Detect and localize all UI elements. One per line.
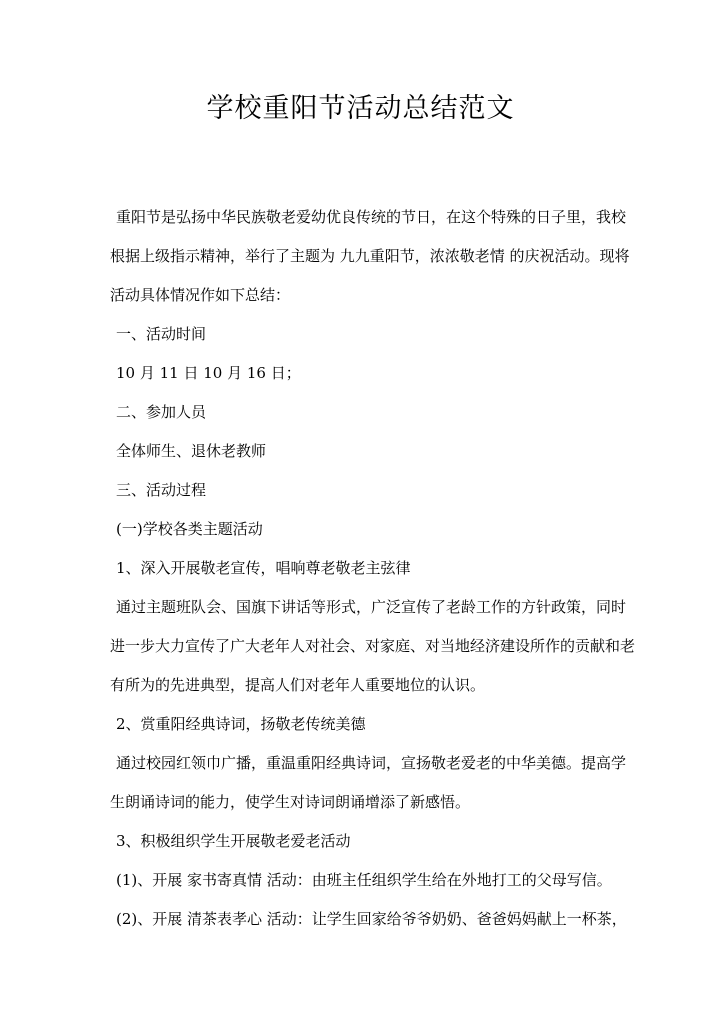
item-heading-3: 3、积极组织学生开展敬老爱老活动 [116,832,351,850]
section-heading-time: 一、活动时间 [116,325,207,343]
document-title: 学校重阳节活动总结范文 [206,93,515,124]
item-heading-1: 1、深入开展敬老宣传，唱响尊老敬老主弦律 [116,559,411,577]
participants-text: 全体师生、退休老教师 [116,442,267,460]
paragraph-intro-line-2: 根据上级指示精神，举行了主题为 九九重阳节，浓浓敬老情 的庆祝活动。现将 [110,247,630,265]
item-1-paragraph-line-1: 通过主题班队会、国旗下讲话等形式，广泛宣传了老龄工作的方针政策，同时 [116,598,627,616]
sub-item-1: (1)、开展 家书寄真情 活动：由班主任组织学生给在外地打工的父母写信。 [116,871,612,889]
section-heading-process: 三、活动过程 [116,481,207,499]
item-1-paragraph-line-2: 进一步大力宣传了广大老年人对社会、对家庭、对当地经济建设所作的贡献和老 [110,637,636,655]
paragraph-intro-line-1: 重阳节是弘扬中华民族敬老爱幼优良传统的节日，在这个特殊的日子里，我校 [116,208,627,226]
item-2-paragraph-line-1: 通过校园红领巾广播，重温重阳经典诗词，宣扬敬老爱老的中华美德。提高学 [116,754,627,772]
item-1-paragraph-line-3: 有所为的先进典型，提高人们对老年人重要地位的认识。 [110,676,486,694]
section-heading-participants: 二、参加人员 [116,403,207,421]
activity-dates: 10 月 11 日 10 月 16 日； [116,364,301,382]
subsection-heading-themes: (一)学校各类主题活动 [116,520,263,538]
paragraph-intro-line-3: 活动具体情况作如下总结： [110,286,291,304]
item-heading-2: 2、赏重阳经典诗词，扬敬老传统美德 [116,715,366,733]
sub-item-2: (2)、开展 清茶表孝心 活动：让学生回家给爷爷奶奶、爸爸妈妈献上一杯茶， [116,910,627,928]
item-2-paragraph-line-2: 生朗诵诗词的能力，使学生对诗词朗诵增添了新感悟。 [110,793,471,811]
